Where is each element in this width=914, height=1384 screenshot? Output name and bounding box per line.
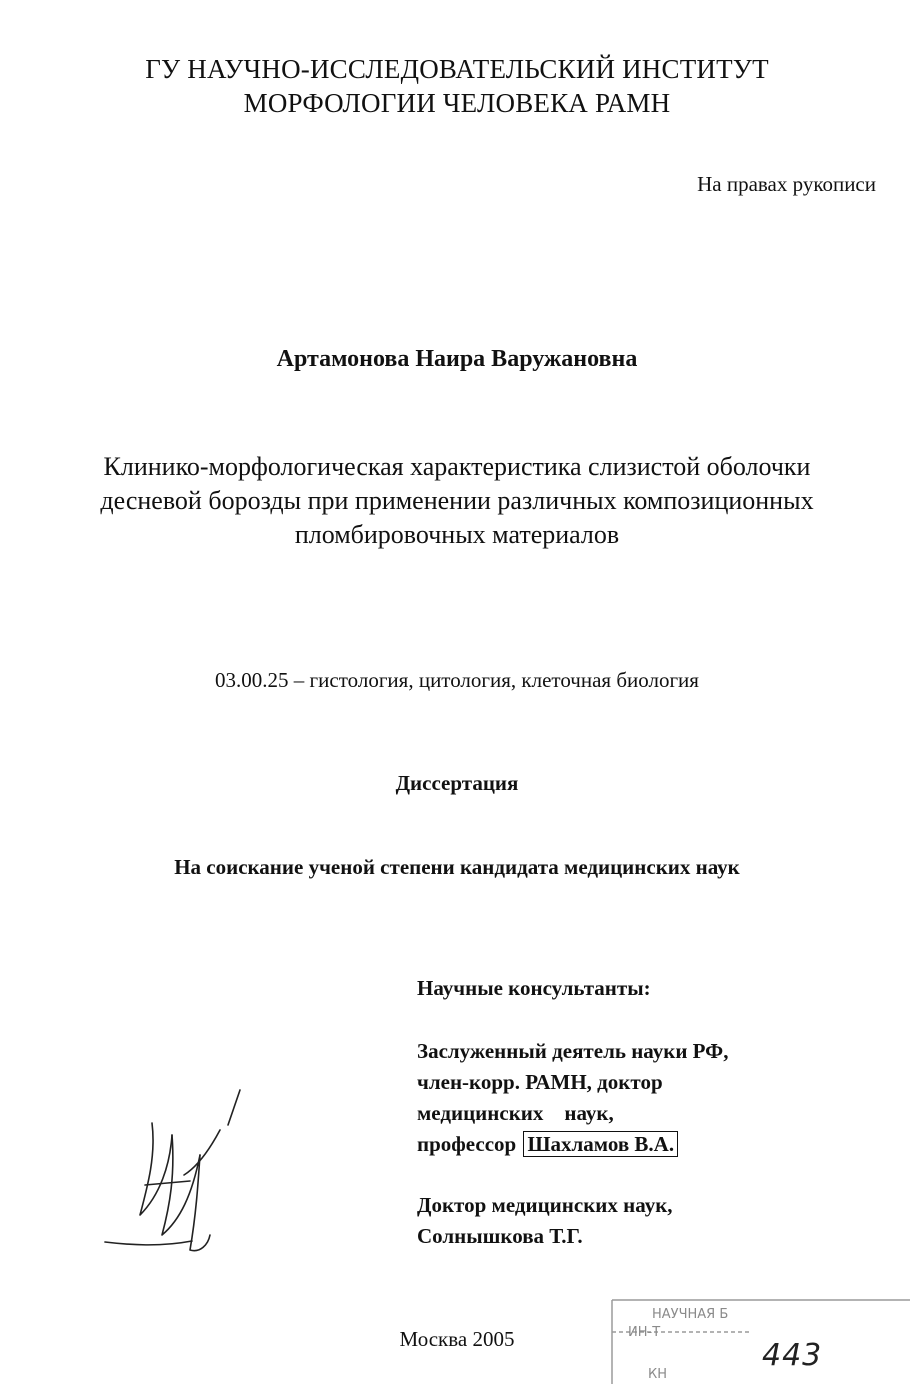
consultant-second-line-2: Солнышкова Т.Г. <box>417 1224 583 1248</box>
title-line-1: Клинико-морфологическая характеристика слизистой оболочки <box>103 452 811 481</box>
degree-statement: На соискание ученой степени кандидата медицинских наук <box>174 855 740 879</box>
consultant-first-title: профессор <box>417 1132 517 1156</box>
consultant-second-line-1: Доктор медицинских наук, <box>417 1193 673 1217</box>
consultant-first-line-3: медицинских наук, <box>417 1101 614 1125</box>
consultant-first-line-1: Заслуженный деятель науки РФ, <box>417 1039 729 1063</box>
dissertation-title <box>0 450 914 552</box>
author-name: Артамонова Наира Варужановна <box>276 346 638 372</box>
title-line-3: пломбировочных материалов <box>294 520 620 549</box>
consultant-first <box>417 1036 728 1160</box>
manuscript-note: На правах рукописи <box>697 172 876 196</box>
institute-line-2: МОРФОЛОГИИ ЧЕЛОВЕКА РАМН <box>243 88 671 118</box>
institute-line-1: ГУ НАУЧНО-ИССЛЕДОВАТЕЛЬСКИЙ ИНСТИТУТ <box>145 54 769 84</box>
specialty-code: 03.00.25 – гистология, цитология, клеточная биология <box>215 668 699 692</box>
stamp-line-1: НАУЧНАЯ Б <box>652 1307 729 1322</box>
consultant-first-line-2: член-корр. РАМН, доктор <box>417 1070 663 1094</box>
consultants-heading: Научные консультанты: <box>417 976 651 1000</box>
inventory-number: 443 <box>762 1338 823 1373</box>
handwritten-signature <box>100 1085 250 1265</box>
institute-name <box>0 52 914 120</box>
stamp-line-2: ИН-Т <box>628 1325 661 1340</box>
city-year: Москва 2005 <box>399 1327 515 1351</box>
stamp-line-3: КН <box>648 1367 668 1382</box>
consultant-second <box>417 1190 673 1252</box>
consultant-first-name-box: Шахламов В.А. <box>523 1131 678 1157</box>
title-line-2: десневой борозды при применении различных композиционных <box>100 486 814 515</box>
consultant-first-line-4 <box>417 1129 728 1160</box>
document-type: Диссертация <box>395 771 519 795</box>
